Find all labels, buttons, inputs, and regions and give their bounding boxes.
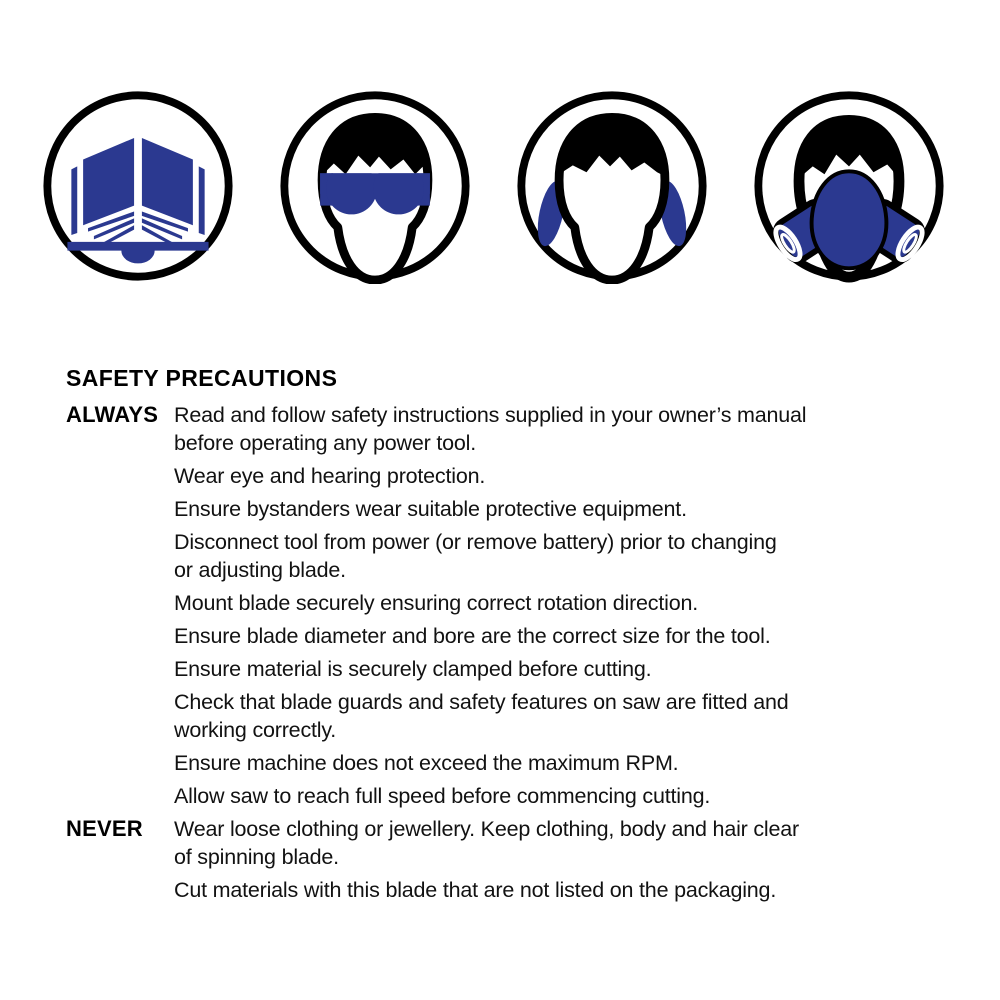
- precaution-text: [174, 622, 934, 650]
- section-label: [66, 589, 174, 617]
- precaution-line: Cut materials with this blade that are not listed on the packaging.: [174, 878, 777, 902]
- precaution-item: [66, 876, 946, 904]
- precaution-line: Mount blade securely ensuring correct rotation direction.: [174, 591, 698, 615]
- precaution-item: [66, 495, 946, 523]
- precaution-item: [66, 622, 946, 650]
- precaution-line: Wear eye and hearing protection.: [174, 464, 486, 488]
- page-title: SAFETY PRECAUTIONS: [66, 365, 338, 391]
- precaution-line: Ensure bystanders wear suitable protective equipment.: [174, 497, 687, 521]
- eye-protection-icon: [277, 88, 473, 284]
- precaution-text: [174, 688, 934, 744]
- read-manual-icon: [40, 88, 236, 284]
- precaution-line: Disconnect tool from power (or remove battery) prior to changing: [174, 530, 777, 554]
- precaution-item: [66, 782, 946, 810]
- section-label: [66, 688, 174, 744]
- safety-icons-row: [40, 88, 947, 284]
- precaution-item: [66, 528, 946, 584]
- precaution-text: [174, 876, 934, 904]
- precaution-line: of spinning blade.: [174, 845, 339, 869]
- precaution-text: [174, 589, 934, 617]
- section-label: [66, 495, 174, 523]
- precaution-line: Ensure blade diameter and bore are the correct size for the tool.: [174, 624, 771, 648]
- precaution-item: [66, 401, 946, 457]
- section-label: [66, 655, 174, 683]
- precaution-item: [66, 815, 946, 871]
- precaution-text: [174, 655, 934, 683]
- precaution-line: Ensure material is securely clamped before cutting.: [174, 657, 652, 681]
- respirator-icon: [751, 88, 947, 284]
- precaution-line: working correctly.: [174, 718, 337, 742]
- precautions-textblock: [66, 365, 946, 909]
- section-label: [66, 876, 174, 904]
- section-label: ALWAYS: [66, 402, 159, 427]
- precaution-line: Wear loose clothing or jewellery. Keep clothing, body and hair clear: [174, 817, 799, 841]
- precaution-line: Check that blade guards and safety features on saw are fitted and: [174, 690, 789, 714]
- section-label: [66, 749, 174, 777]
- precaution-item: [66, 655, 946, 683]
- precaution-item: [66, 749, 946, 777]
- precaution-line: or adjusting blade.: [174, 558, 346, 582]
- precaution-line: Read and follow safety instructions supplied in your owner’s manual: [174, 403, 807, 427]
- precaution-text: [174, 495, 934, 523]
- precaution-line: Ensure machine does not exceed the maximum RPM.: [174, 751, 679, 775]
- hearing-protection-icon: [514, 88, 710, 284]
- precaution-item: [66, 589, 946, 617]
- precaution-text: [174, 815, 934, 871]
- section-label: [66, 782, 174, 810]
- precaution-line: before operating any power tool.: [174, 431, 476, 455]
- section-label: [66, 622, 174, 650]
- section-label: [66, 462, 174, 490]
- precaution-text: [174, 462, 934, 490]
- precaution-line: Allow saw to reach full speed before commencing cutting.: [174, 784, 711, 808]
- precaution-text: [174, 749, 934, 777]
- precautions-list: [66, 401, 946, 904]
- precaution-text: [174, 401, 934, 457]
- precaution-text: [174, 782, 934, 810]
- precaution-text: [174, 528, 934, 584]
- precaution-item: [66, 688, 946, 744]
- section-label: NEVER: [66, 816, 143, 841]
- section-label: [66, 528, 174, 584]
- precaution-item: [66, 462, 946, 490]
